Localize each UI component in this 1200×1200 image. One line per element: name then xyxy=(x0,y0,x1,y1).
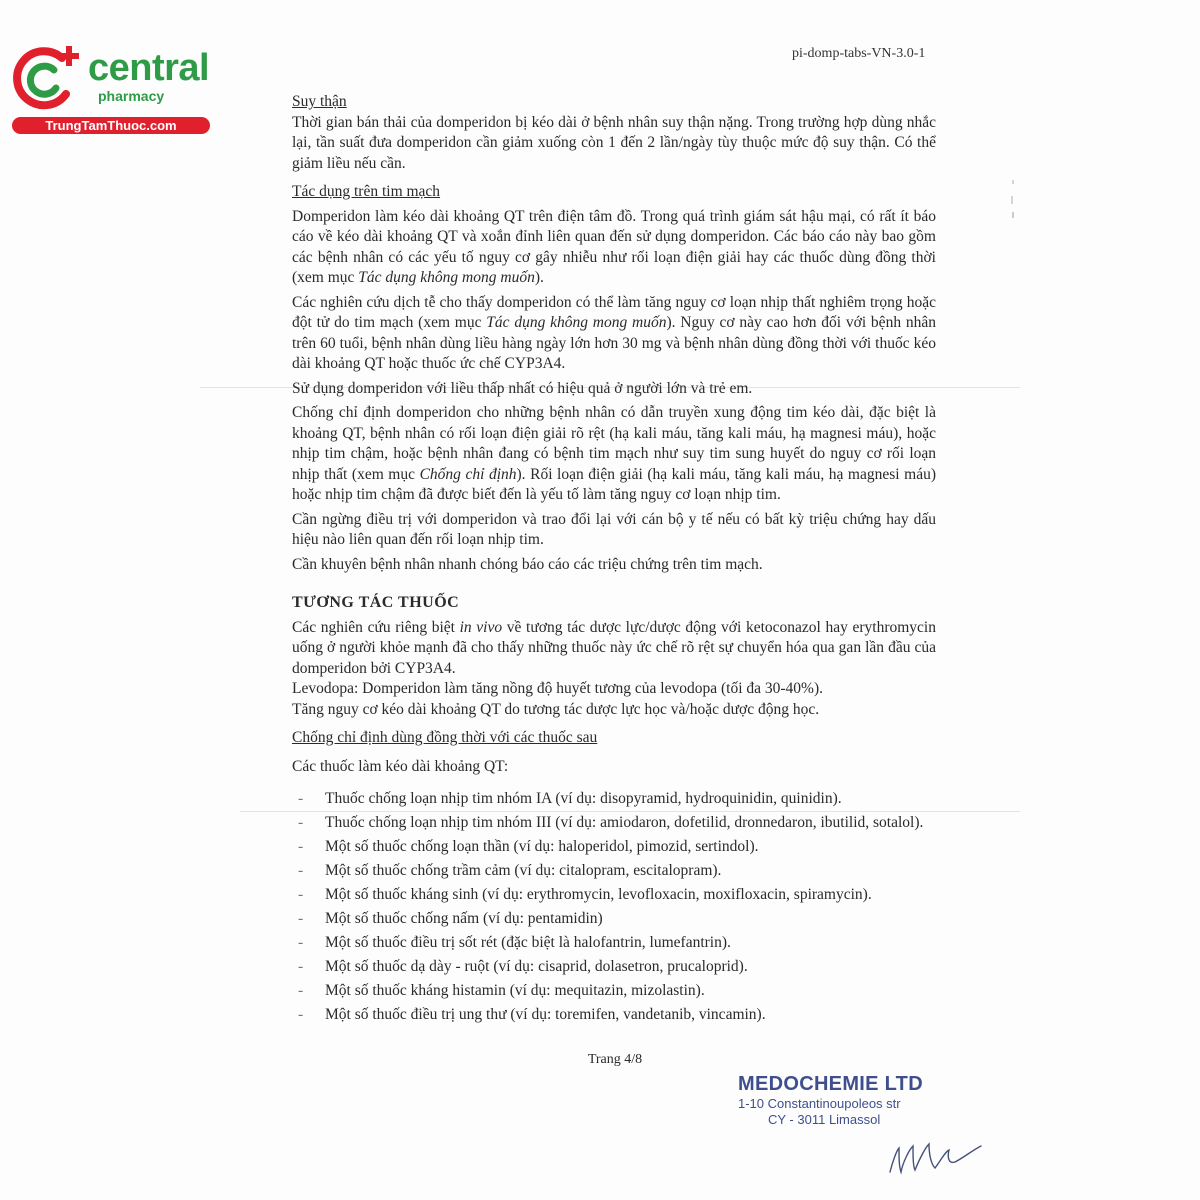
paragraph-cardio-3: Sử dụng domperidon với liều thấp nhất có hiệu quả ở người lớn và trẻ em. xyxy=(292,379,753,397)
list-item: - Một số thuốc kháng histamin (ví dụ: mequitazin, mizolastin). xyxy=(298,982,705,999)
heading-renal: Suy thận xyxy=(292,93,347,110)
logo-website: TrungTamThuoc.com xyxy=(12,117,210,134)
heading-contraindicated: Chống chỉ định dùng đồng thời với các thuốc sau xyxy=(292,729,598,746)
paragraph-cardio-4: Chống chỉ định domperidon cho những bệnh nhân có dẫn truyền xung động tim kéo dài, đặc biệt là khoảng QT, bệnh nhân có rối loạn điện giải rõ rệt (hạ kali máu, tăng kali máu, hạ magnesi máu), hoặc nhịp tim chậm, hoặc bệnh nhân đang có bệnh tim mạch như suy tim sung huyết do nguy cơ rối loạn nhịp thất (xem mục Chống chỉ định). Rối loạn điện giải (hạ kali máu, tăng kali máu, hạ magnesi máu) hoặc nhịp tim chậm đã được biết đến là yếu tố làm tăng nguy cơ loạn nhịp tim. xyxy=(292,404,936,503)
logo-subtitle: pharmacy xyxy=(98,88,165,104)
logo-brand: central xyxy=(88,47,210,89)
paragraph-interactions-1: Các nghiên cứu riêng biệt in vivo về tương tác dược lực/dược động với ketoconazol hay erythromycin uống ở người khỏe mạnh đã cho thấy những thuốc này ức chế rõ rệt sự chuyển hóa qua gan lần đầu của domperidon bởi CYP3A4. xyxy=(292,618,936,677)
paragraph-levodopa: Levodopa: Domperidon làm tăng nồng độ huyết tương của levodopa (tối đa 30-40%). xyxy=(292,680,823,697)
list-item: - Thuốc chống loạn nhịp tim nhóm IA (ví dụ: disopyramid, hydroquinidin, quinidin). xyxy=(298,790,842,807)
list-item: - Một số thuốc dạ dày - ruột (ví dụ: cisaprid, dolasetron, prucaloprid). xyxy=(298,958,748,975)
paragraph-cardio-6: Cần khuyên bệnh nhân nhanh chóng báo cáo các triệu chứng trên tim mạch. xyxy=(292,555,763,573)
document-body xyxy=(292,92,936,1029)
paragraph-renal: Thời gian bán thải của domperidon bị kéo dài ở bệnh nhân suy thận nặng. Trong trường hợp dùng nhắc lại, tần suất đưa domperidon cần giảm xuống còn 1 đến 2 lần/ngày tùy thuộc mức độ suy thận. Có thể giảm liều nếu cần. xyxy=(292,113,936,172)
stamp-company: MEDOCHEMIE LTD xyxy=(738,1073,923,1095)
qt-drug-list xyxy=(292,789,936,1026)
heading-cardio: Tác dụng trên tim mạch xyxy=(292,183,441,200)
page-number: Trang 4/8 xyxy=(587,1052,643,1067)
stamp-address-2: CY - 3011 Limassol xyxy=(768,1112,881,1127)
stamp-address-1: 1-10 Constantinoupoleos str xyxy=(738,1096,901,1111)
company-stamp xyxy=(738,1072,938,1128)
paragraph-cardio-5: Cần ngừng điều trị với domperidon và trao đổi lại với cán bộ y tế nếu có bất kỳ triệu chứng hay dấu hiệu nào liên quan đến rối loạn nhịp tim. xyxy=(292,510,936,548)
list-item: - Thuốc chống loạn nhịp tim nhóm III (ví dụ: amiodaron, dofetilid, dronnedaron, ibutilid, sotalol). xyxy=(298,814,924,831)
document-code: pi-domp-tabs-VN-3.0-1 xyxy=(792,46,926,61)
paragraph-qt-risk: Tăng nguy cơ kéo dài khoảng QT do tương tác dược lực học và/hoặc dược động học. xyxy=(292,700,820,718)
list-item: - Một số thuốc điều trị sốt rét (đặc biệt là halofantrin, lumefantrin). xyxy=(298,934,731,951)
list-item: - Một số thuốc chống trầm cảm (ví dụ: citalopram, escitalopram). xyxy=(298,862,722,879)
qt-drugs-intro: Các thuốc làm kéo dài khoảng QT: xyxy=(292,757,509,775)
list-item: - Một số thuốc điều trị ung thư (ví dụ: toremifen, vandetanib, vincamin). xyxy=(298,1006,766,1023)
central-pharmacy-logo xyxy=(10,38,215,138)
signature-icon xyxy=(885,1136,985,1181)
list-item: - Một số thuốc chống nấm (ví dụ: pentamidin) xyxy=(298,910,603,927)
scan-mark xyxy=(1010,178,1018,220)
section-title-interactions: TƯƠNG TÁC THUỐC xyxy=(292,594,460,611)
paragraph-cardio-1: Domperidon làm kéo dài khoảng QT trên điện tâm đồ. Trong quá trình giám sát hậu mại, có rất ít báo cáo về kéo dài khoảng QT và xoắn đỉnh liên quan đến sử dụng domperidon. Các báo cáo này bao gồm các bệnh nhân có các yếu tố nguy cơ gây nhiễu như rối loạn điện giải hay các thuốc dùng đồng thời (xem mục Tác dụng không mong muốn). xyxy=(292,207,936,286)
logo-emblem-icon xyxy=(10,38,90,116)
list-item: - Một số thuốc kháng sinh (ví dụ: erythromycin, levofloxacin, moxifloxacin, spiramycin). xyxy=(298,886,872,903)
list-item: - Một số thuốc chống loạn thần (ví dụ: haloperidol, pimozid, sertindol). xyxy=(298,838,759,855)
paragraph-cardio-2: Các nghiên cứu dịch tễ cho thấy domperidon có thể làm tăng nguy cơ loạn nhịp thất nghiêm trọng hoặc đột tử do tim mạch (xem mục Tác dụng không mong muốn). Nguy cơ này cao hơn đối với bệnh nhân trên 60 tuổi, bệnh nhân dùng liều hàng ngày lớn hơn 30 mg và bệnh nhân dùng đồng thời với thuốc kéo dài khoảng QT hoặc thuốc ức chế CYP3A4. xyxy=(292,293,936,372)
